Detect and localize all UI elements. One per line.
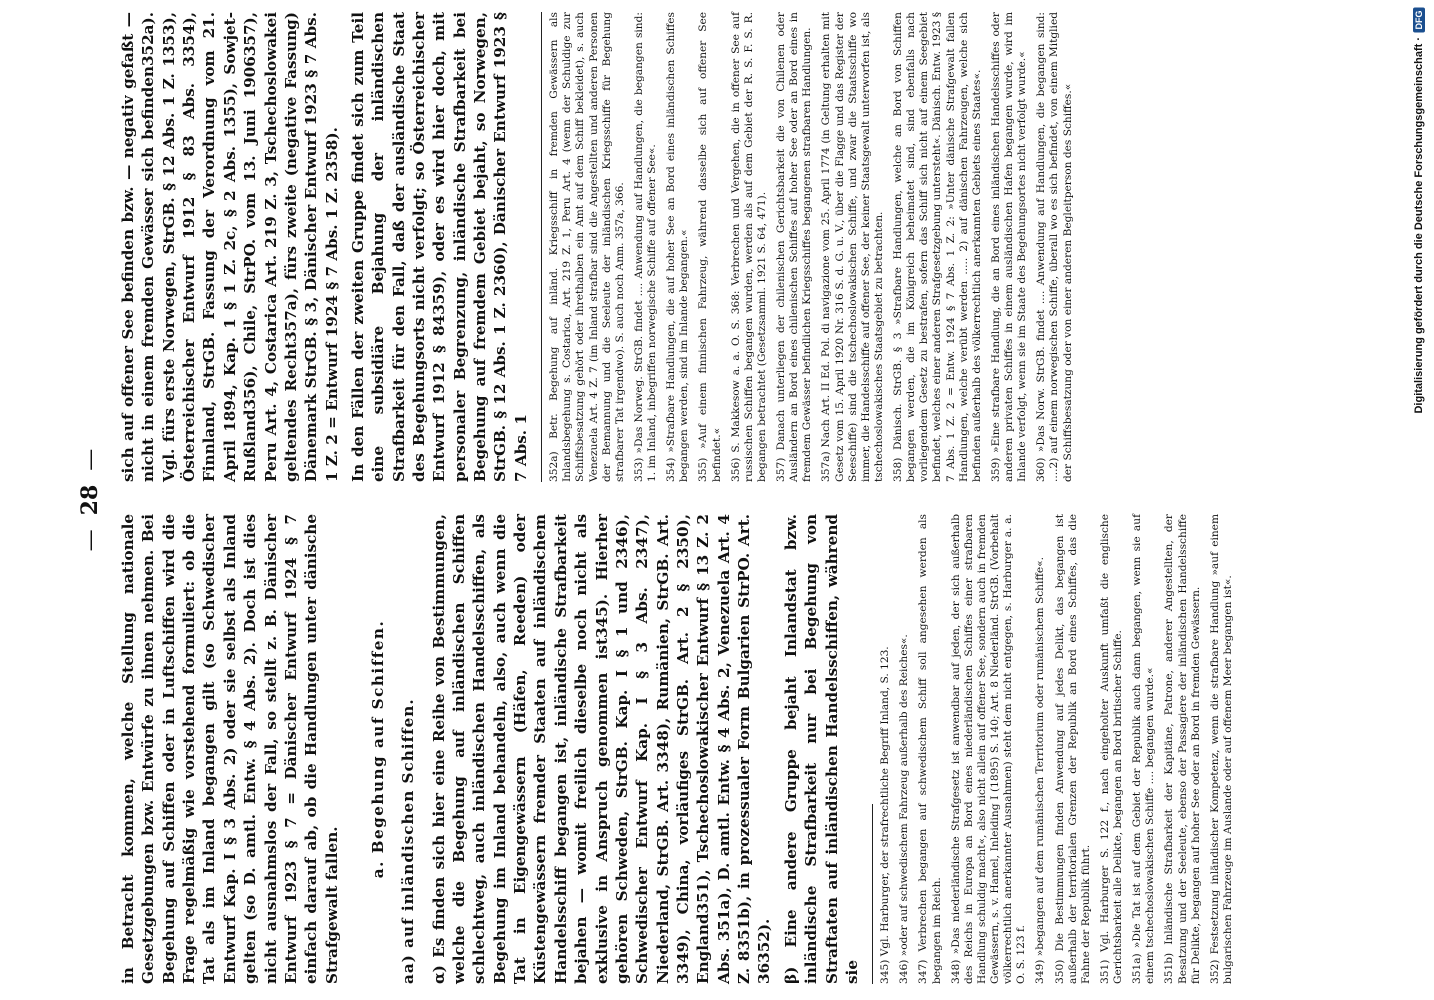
right-intro-paragraph: sich auf offener See befinden bzw. — negativ gefaßt — nicht in einem fremden Gewässer sich befinden352a). Vgl. fürs erste Norwegen, StrGB. § 12 Abs. 1 Z. 1353), Österreichischer Entwurf 1912 § 83 Abs. 3354), Finnland, StrGB. Fassung der Verordnung vom 21. April 1894, Kap. 1 § 1 Z. 2c, § 2 Abs. 1355), Sowjet-Rußland356), Chile, StrPO. vom 13. Juni 1906357), Peru Art. 4, Costarica Art. 219 Z. 3, Tschechoslowakei geltendes Recht357a), fürs zweite (negative Fassung) Dänemark StrGB. § 3, Dänischer Entwurf 1923 § 7 Abs. 1 Z. 2 = Entwurf 1924 § 7 Abs. 1 Z. 2358).: [119, 12, 341, 482]
footnote: 354) »Strafbare Handlungen, die auf hoher See an Bord eines inländischen Schiffes begangen werden, sind im Inlande begangen.«: [665, 12, 691, 482]
footnote: 355) »Auf einem finnischen Fahrzeug, während dasselbe sich auf offener See befindet.«: [697, 12, 723, 482]
footnote: 349) »begangen auf dem rumänischen Territorium oder rumänischem Schiffe«.: [1034, 556, 1047, 984]
footnote: 345) Vgl. Harburger, der strafrechtliche Begriff Inland, S. 123.: [879, 646, 892, 984]
sub-title: aa) auf inländischen Schiffen.: [399, 698, 418, 984]
footnote: 353) »Das Norweg. StrGB. findet .... Anwendung auf Handlungen, die begangen sind: 1. im Inland, inbegriffen norwegische Schiffe auf offener See«.: [632, 12, 659, 482]
section-title: a. Begehung auf Schiffen.: [368, 619, 387, 879]
footnote: 351a) »Die Tat ist auf dem Gebiet der Republik auch dann begangen, wenn sie auf einem tschechoslowakischen Schiffe .... begangen wurde.«: [1131, 514, 1157, 984]
header-dash-right: —: [77, 448, 103, 471]
footnote: 358) Dänisch. StrGB. § 3 »Strafbare Handlungen, welche an Bord von Schiffen begangen werden, die im Königreich beheimatet sind, sind ebenfalls nach vorliegendem Gesetz zu bestrafen, sofern das Schiff sich nicht auf einem Seegebiet befindet, welches einer anderen Strafgesetzgebung untersteht«. Dänisch. Entw. 1923 § 7 Abs. 1 Z. 2 = Entw. 1924 § 7 Abs. 1 Z. 2: »Unter dänische Strafgewalt fallen Handlungen, welche verübt werden ..... 2) auf dänischen Fahrzeugen, welche sich befinden außerhalb des völkerrechtlich anerkannten Gebiets eines Staates«.: [892, 12, 983, 482]
digitization-credit: [1410, 8, 1428, 992]
alpha-paragraph: α) Es finden sich hier eine Reihe von Bestimmungen, welche die Begehung auf inländischen Schiffen schlechtweg, auch inländischen Handelsschiffen, als Begehung im Inland behandeln, also, auch wenn die Tat in Eigengewässern (Häfen, Reeden) oder Küstengewässern fremder Staaten auf inländischem Handelsschiff begangen ist, inländische Strafbarkeit bejahen — womit freilich dieselbe noch nicht als exklusive in Anspruch genommen ist345). Hierher gehören Schweden, StrGB. Kap. I § 1 und 2346), Schwedischer Entwurf Kap. I § 3 Abs. 2347), Niederland, StrGB. Art. 3348), Rumänien, StrGB. Art. 3349), China, vorläufiges StrGB. Art. 2 § 2350), England351), Tschechoslowakischer Entwurf § 13 Z. 2 Abs. 351a), D. amtl. Entw. § 4 Abs. 2, Venezuela Art. 4 Z. 8351b), in prozessualer Form Bulgarien StrPO. Art. 36352).: [429, 514, 774, 984]
footnote: 360) »Das Norw. StrGB. findet .... Anwendung auf Handlungen, die begangen sind: ....2) auf einem norwegischen Schiffe, überall wo es sich befindet, von einem Mitglied der Schiffsbesatzung oder von einer anderen Begleitperson des Schiffes.«: [1035, 12, 1074, 482]
footnote: 351b) Inländische Strafbarkeit der Kapitäne, Patrone, anderer Angestellten, der Besatzung und der Seeleute, ebenso der Passagiere der inländischen Handelsschiffe für Delikte, begangen auf hoher See oder an Bord in fremden Gewässern.: [1163, 514, 1202, 984]
left-column: [118, 514, 1241, 984]
rotated-document-page: [60, 0, 1340, 1000]
footnote: 357) Danach unterliegen der chilenischen Gerichtsbarkeit die von Chilenen oder Ausländern an Bord eines chilenischen Schiffes auf hoher See oder an Bord eines in fremdem Gewässer befindlichen Kriegsschiffes begangenen strafbaren Handlungen.: [775, 12, 814, 482]
page-number: 28: [77, 484, 103, 516]
header-dash-left: —: [77, 529, 103, 552]
right-second-paragraph: In den Fällen der zweiten Gruppe findet sich zum Teil eine subsidiäre Bejahung der inländischen Strafbarkeit für den Fall, daß der ausländische Staat des Begehungsorts nicht verfolgt; so Österreichischer Entwurf 1912 § 84359), oder es wird hier doch, mit personaler Begrenzung, inländische Strafbarkeit bei Begehung auf fremdem Gebiet bejaht, so Norwegen, StrGB. § 12 Abs. 1 Z. 2360), Dänischer Entwurf 1923 § 7 Abs. 1: [348, 12, 530, 482]
footnote: 357a) Nach Art. II Ed. Pol. di navigazione vom 25. April 1774 (in Geltung erhalten mit Gesetz vom 15. April 1920 Nr. 316 S. d. G. u. V., über die Flagge und das Register der Seeschiffe) sind die tschechoslowakischen Schiffe, und zwar die Staatsschiffe wo immer, die Handelsschiffe auf offener See, der keiner Staatsgewalt unterworfen ist, als tschechoslowakisches Staatsgebiet zu betrachten.: [820, 12, 885, 482]
footnote-divider: [872, 804, 873, 984]
page-header: [60, 0, 120, 1000]
credit-text: Digitalisierung gefördert durch die Deutsche Forschungsgemeinschaft ·: [1413, 37, 1425, 414]
footnote: 356) S. Makkesow a. a. O. S. 368: Verbrechen und Vergehen, die in offener See auf russischen Schiffen begangen wurden, werden als auf dem Gebiet der R. S. F. S. R. begangen betrachtet (Gesetzsamml. 1921 S. 64, 471).: [729, 12, 768, 482]
right-column: [118, 12, 1081, 482]
footnote: 352) Festsetzung inländischer Kompetenz, wenn die strafbare Handlung »auf einem bulgarischen Fahrzeuge im Auslande oder auf offenem Meer begangen ist«.: [1208, 514, 1234, 984]
footnote-divider: [541, 12, 542, 482]
footnote: 351) Vgl. Harburger S. 122 f., nach eingeholter Auskunft umfaßt die englische Gerichtsbarkeit alle Delikte, begangen an Bord britischer Schiffe.: [1098, 514, 1125, 984]
footnote: 346) »oder auf schwedischem Fahrzeug außerhalb des Reiches«.: [898, 634, 911, 984]
beta-paragraph: β) Eine andere Gruppe bejaht Inlandstat bzw. inländische Strafbarkeit nur bei Begehung von Straftaten auf inländischen Handelsschiffen, während sie: [781, 514, 861, 984]
footnote: 359) »Eine strafbare Handlung, die an Bord eines inländischen Handelsschiffes oder anderen privaten Schiffes in einem ausländischen Hafen begangen wurde, wird im Inlande verfolgt, wenn sie im Staate des Begehungsortes nicht verfolgt wurde.«: [989, 12, 1029, 482]
left-intro-paragraph: in Betracht kommen, welche Stellung nationale Gesetzgebungen bzw. Entwürfe zu ihnen nehmen. Bei Begehung auf Schiffen oder in Luftschiffen wird die Frage regelmäßig wie vorstehend formuliert: ob die Tat als im Inland begangen gilt (so Schwedischer Entwurf Kap. I § 3 Abs. 2) oder sie selbst als Inland gelten (so D. amtl. Entw. § 4 Abs. 2). Doch ist dies nicht ausnahmslos der Fall, so stellt z. B. Dänischer Entwurf 1923 § 7 = Dänischer Entwurf 1924 § 7 einfach darauf ab, ob die Handlungen unter dänische Strafgewalt fallen.: [119, 514, 341, 984]
footnote: 350) Die Bestimmungen finden Anwendung auf jedes Delikt, das begangen ist außerhalb der territorialen Grenzen der Republik an Bord eines Schiffes, das die Fahne der Republik führt.: [1053, 514, 1092, 984]
footnote: 348) »Das niederländische Strafgesetz ist anwendbar auf jeden, der sich außerhalb des Reichs in Europa an Bord eines niederländischen Schiffes einer strafbaren Handlung schuldig macht«, also nicht allein auf offener See, sondern auch in fremden Gewässern, s. v. Hamel, Inleiding I (1895) S. 140; Art. 8 Niederländ. StrGB. (Vorbehalt völkerrechtlich anerkannter Ausnahmen) steht dem nicht entgegen, s. Harburger a. a. O. S. 123 f.: [949, 514, 1028, 984]
footnote: 347) Verbrechen begangen auf schwedischem Schiff soll angesehen werden als begangen im Reich.: [917, 514, 943, 984]
footnote: 352a) Betr. Begehung auf inländ. Kriegsschiff in fremden Gewässern als Inlandsbegehung s. Costarica, Art. 219 Z. 1, Peru Art. 4 (wenn der Schuldige zur Schiffsbesatzung gehört oder ihrethalben ein Amt auf dem Schiff bekleidet), s. auch Venezuela Art. 4 Z. 7 (im Inland strafbar sind die Angestellten und anderen Personen der Bemannung und die Seeleute der inländischen Kriegsschiffe für Begehung strafbarer Tat irgendwo). S. auch noch Anm. 357a, 366.: [548, 12, 626, 482]
dfg-logo: DFG: [1413, 8, 1425, 33]
